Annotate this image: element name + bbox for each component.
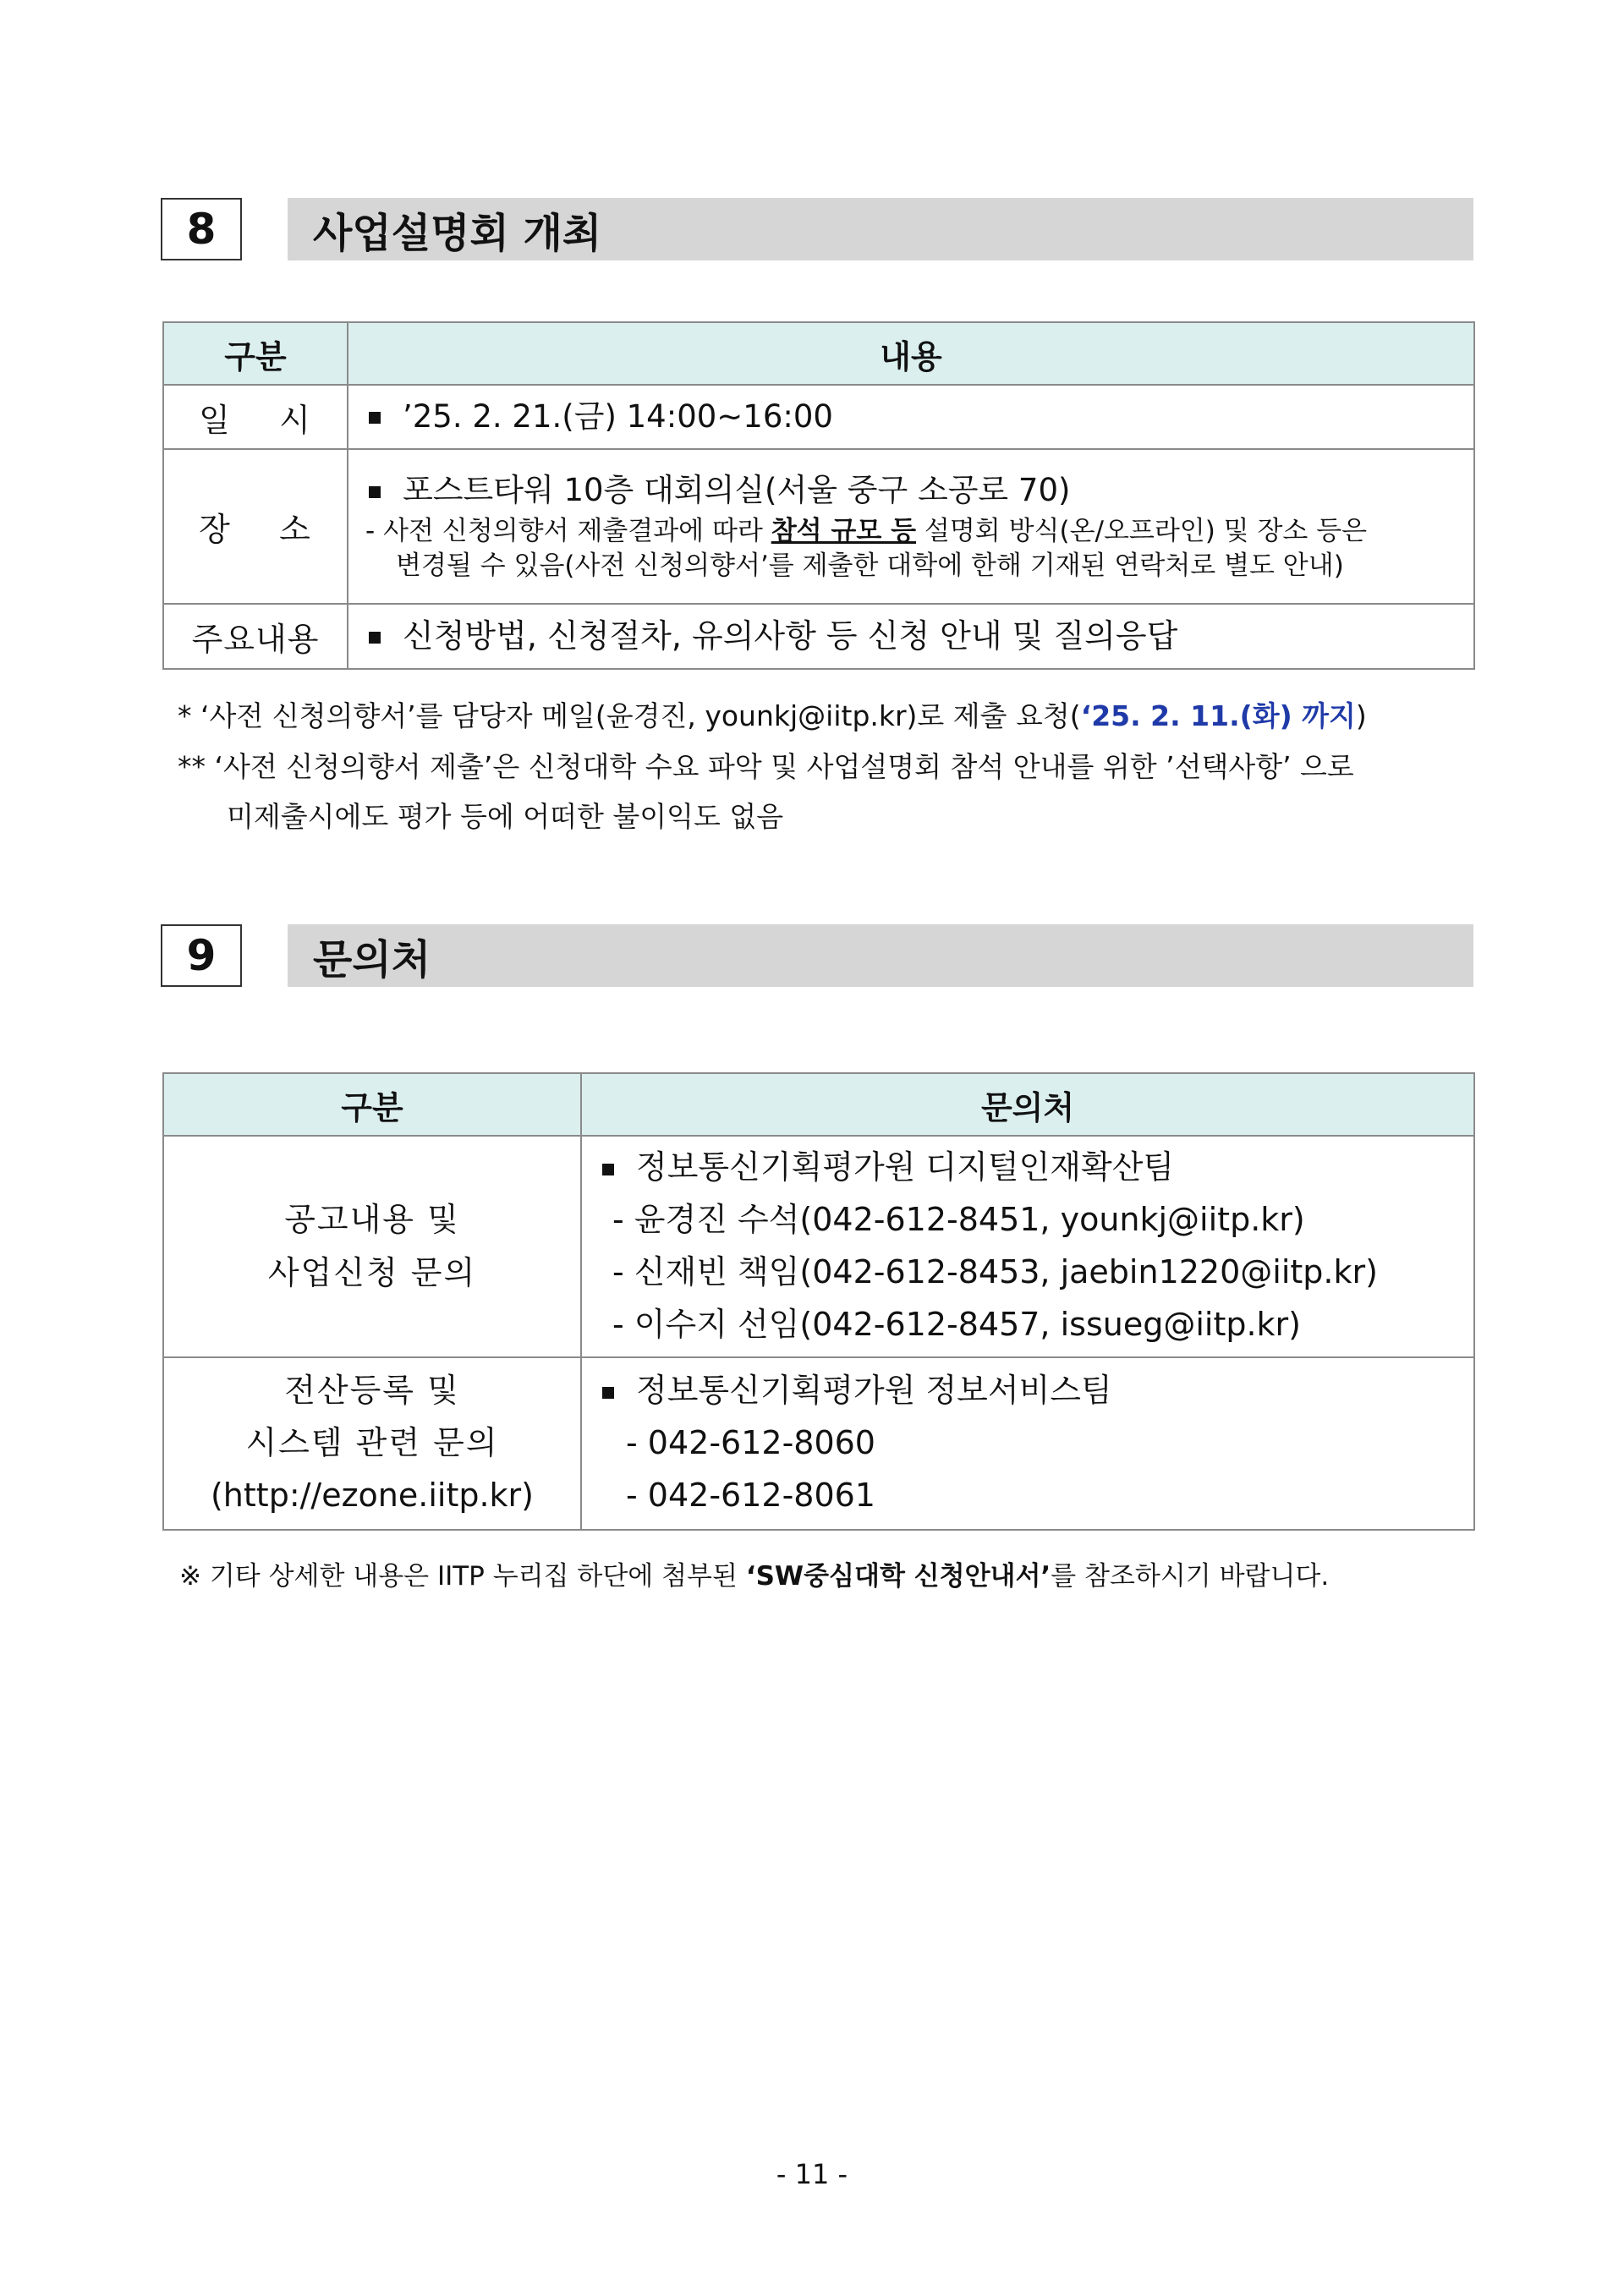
header-content: 내용 bbox=[348, 322, 1474, 385]
square-bullet-icon bbox=[369, 632, 381, 644]
table-row-main bbox=[163, 604, 1474, 669]
table-row-date bbox=[163, 385, 1474, 449]
note-2-line2: 미제출시에도 평가 등에 어떠한 불이익도 없음 bbox=[227, 800, 784, 833]
label-line: 사업신청 문의 bbox=[267, 1254, 477, 1291]
main-text: 신청방법, 신청절차, 유의사항 등 신청 안내 및 질의응답 bbox=[403, 616, 1178, 655]
note-1-deadline: ‘25. 2. 11.(화) 까지 bbox=[1080, 699, 1356, 732]
square-bullet-icon bbox=[602, 1164, 614, 1175]
org-name: 정보통신기획평가원 정보서비스팀 bbox=[636, 1372, 1112, 1410]
org-name: 정보통신기획평가원 디지털인재확산팀 bbox=[636, 1148, 1175, 1186]
event-table-header bbox=[163, 322, 1474, 385]
page-number: - 11 - bbox=[776, 2158, 848, 2190]
contact-item: - 이수지 선임(042-612-8457, issueg@iitp.kr) bbox=[612, 1305, 1301, 1343]
header-category: 구분 bbox=[163, 1073, 581, 1136]
row-label-date: 일 시 bbox=[163, 385, 348, 449]
label-line: 시스템 관련 문의 bbox=[245, 1424, 499, 1462]
contact-table bbox=[162, 1072, 1475, 1531]
square-bullet-icon bbox=[369, 486, 381, 498]
contact-item: - 윤경진 수석(042-612-8451, younkj@iitp.kr) bbox=[612, 1201, 1305, 1239]
header-contact: 문의처 bbox=[581, 1073, 1474, 1136]
header-category: 구분 bbox=[163, 322, 348, 385]
event-table bbox=[162, 321, 1475, 670]
table-row-system bbox=[163, 1357, 1474, 1530]
label-line: 전산등록 및 bbox=[284, 1372, 460, 1410]
row-content-main bbox=[348, 604, 1474, 669]
note-1 bbox=[178, 699, 1367, 735]
place-note-line2: 변경될 수 있음(사전 신청의향서’를 제출한 대학에 한해 기재된 연락처로 별도 안내) bbox=[396, 550, 1344, 581]
place-note bbox=[365, 514, 1473, 548]
row-content-notice bbox=[581, 1136, 1474, 1357]
row-label-main: 주요내용 bbox=[163, 604, 348, 669]
row-content-place bbox=[348, 449, 1474, 604]
row-label-system bbox=[163, 1357, 581, 1530]
section-9-number: 9 bbox=[161, 924, 242, 987]
table-row-place bbox=[163, 449, 1474, 604]
note-2-line1: ** ‘사전 신청의향서 제출’은 신청대학 수요 파악 및 사업설명회 참석 안내를 위한 ’선택사항’ 으로 bbox=[178, 750, 1354, 783]
footnote-doc-title: ‘SW중심대학 신청안내서’ bbox=[745, 1561, 1051, 1592]
square-bullet-icon bbox=[369, 412, 381, 424]
footnote-text: ※ 기타 상세한 내용은 IITP 누리집 하단에 첨부된 bbox=[179, 1561, 746, 1592]
row-label-place: 장 소 bbox=[163, 449, 348, 604]
section-8-number: 8 bbox=[161, 198, 242, 260]
place-note-pre: - 사전 신청의향서 제출결과에 따라 bbox=[365, 516, 771, 547]
label-line: 공고내용 및 bbox=[284, 1201, 460, 1239]
square-bullet-icon bbox=[602, 1387, 614, 1399]
row-content-system bbox=[581, 1357, 1474, 1530]
section-9-title: 문의처 bbox=[288, 924, 1473, 987]
row-content-date bbox=[348, 385, 1474, 449]
contact-item: - 신재빈 책임(042-612-8453, jaebin1220@iitp.kr) bbox=[612, 1253, 1378, 1290]
table-row-notice bbox=[163, 1136, 1474, 1357]
note-1-text: * ‘사전 신청의향서’를 담당자 메일(윤경진, younkj@iitp.kr)로 제출 요청( bbox=[178, 699, 1081, 732]
place-text: 포스트타워 10층 대회의실(서울 중구 소공로 70) bbox=[403, 472, 1071, 509]
place-note-post: 설명회 방식(온/오프라인) 및 장소 등은 bbox=[916, 516, 1368, 547]
footnote-end: 를 참조하시기 바랍니다. bbox=[1051, 1561, 1330, 1592]
date-text: ’25. 2. 21.(금) 14:00~16:00 bbox=[403, 397, 833, 435]
footnote bbox=[179, 1559, 1329, 1593]
system-url: (http://ezone.iitp.kr) bbox=[210, 1476, 535, 1514]
contact-table-header bbox=[163, 1073, 1474, 1136]
row-label-notice bbox=[163, 1136, 581, 1357]
contact-item: - 042-612-8061 bbox=[626, 1476, 875, 1514]
contact-item: - 042-612-8060 bbox=[626, 1424, 875, 1462]
place-note-bold: 참석 규모 등 bbox=[771, 516, 917, 547]
section-8-title: 사업설명회 개최 bbox=[288, 198, 1473, 260]
note-1-close: ) bbox=[1355, 699, 1367, 732]
